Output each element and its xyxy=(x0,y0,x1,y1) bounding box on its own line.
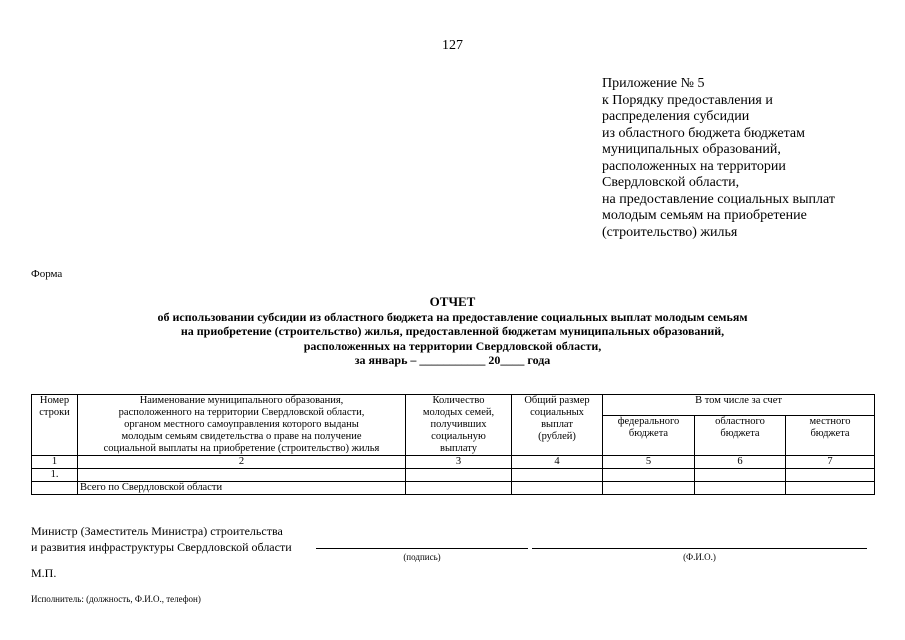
signatory-block xyxy=(31,523,292,555)
empty-cell xyxy=(603,482,695,495)
full-name-line[interactable] xyxy=(532,534,867,549)
row-number-cell xyxy=(32,482,78,495)
column-number: 7 xyxy=(786,456,875,469)
executor-line: Исполнитель: (должность, Ф.И.О., телефон) xyxy=(31,594,201,604)
empty-cell xyxy=(406,482,512,495)
appendix-line: молодым семьям на приобретение xyxy=(602,208,807,223)
row-number-cell: 1. xyxy=(32,469,78,482)
title-line: на приобретение (строительство) жилья, предоставленной бюджетам муниципальных образований, xyxy=(180,324,725,338)
title-line: об использовании субсидии из областного бюджета на предоставление социальных выплат молодым семьям xyxy=(157,309,748,324)
signature-line[interactable] xyxy=(316,534,528,549)
header-row-number: Номер строки xyxy=(32,395,78,456)
report-table xyxy=(31,394,875,495)
appendix-line: Свердловской области, xyxy=(602,175,740,190)
empty-cell xyxy=(512,469,603,482)
appendix-reference xyxy=(602,76,835,241)
row-name-cell xyxy=(78,469,406,482)
appendix-line: муниципальных образований, xyxy=(602,142,781,157)
column-number: 4 xyxy=(512,456,603,469)
page-number: 127 xyxy=(442,38,463,53)
header-regional: областного бюджета xyxy=(695,415,786,455)
empty-cell xyxy=(786,482,875,495)
stamp-placeholder: М.П. xyxy=(31,566,57,580)
appendix-line: на предоставление социальных выплат xyxy=(602,191,836,207)
signatory-line: Министр (Заместитель Министра) строительства xyxy=(31,524,283,538)
header-including-group: В том числе за счет xyxy=(603,395,875,416)
empty-cell xyxy=(786,469,875,482)
column-number: 2 xyxy=(78,456,406,469)
appendix-line: из областного бюджета бюджетам xyxy=(602,125,805,141)
table-row xyxy=(32,469,875,482)
title-line: ОТЧЕТ xyxy=(429,294,476,309)
appendix-line: к Порядку предоставления и xyxy=(602,92,773,108)
report-title xyxy=(0,295,905,368)
signatory-line: и развития инфраструктуры Свердловской области xyxy=(31,540,292,554)
table-row-total xyxy=(32,482,875,495)
empty-cell xyxy=(406,469,512,482)
signature-caption: (подпись) xyxy=(403,552,441,562)
header-families-count: Количество молодых семей, получивших социальную выплату xyxy=(406,395,512,456)
row-name-cell: Всего по Свердловской области xyxy=(78,482,406,495)
header-municipality: Наименование муниципального образования, расположенного на территории Свердловской области, органом местного самоуправления которого выданы молодым семьям свидетельства о праве на получение социальной выплаты на приобретение (строительство) жилья xyxy=(78,395,406,456)
appendix-line: Приложение № 5 xyxy=(602,76,705,91)
column-numbers-row xyxy=(32,456,875,469)
form-label: Форма xyxy=(31,268,63,280)
empty-cell xyxy=(695,482,786,495)
title-line: за январь – ___________ 20____ года xyxy=(354,353,551,367)
empty-cell xyxy=(695,469,786,482)
header-federal: федерального бюджета xyxy=(603,415,695,455)
title-line: расположенных на территории Свердловской области, xyxy=(303,338,602,353)
column-number: 6 xyxy=(695,456,786,469)
full-name-caption: (Ф.И.О.) xyxy=(683,552,716,562)
appendix-line: распределения субсидии xyxy=(602,109,750,124)
column-number: 3 xyxy=(406,456,512,469)
column-number: 1 xyxy=(32,456,78,469)
header-total-amount: Общий размер социальных выплат (рублей) xyxy=(512,395,603,456)
header-local: местного бюджета xyxy=(786,415,875,455)
appendix-line: (строительство) жилья xyxy=(602,224,738,240)
empty-cell xyxy=(603,469,695,482)
appendix-line: расположенных на территории xyxy=(602,158,786,174)
column-number: 5 xyxy=(603,456,695,469)
empty-cell xyxy=(512,482,603,495)
